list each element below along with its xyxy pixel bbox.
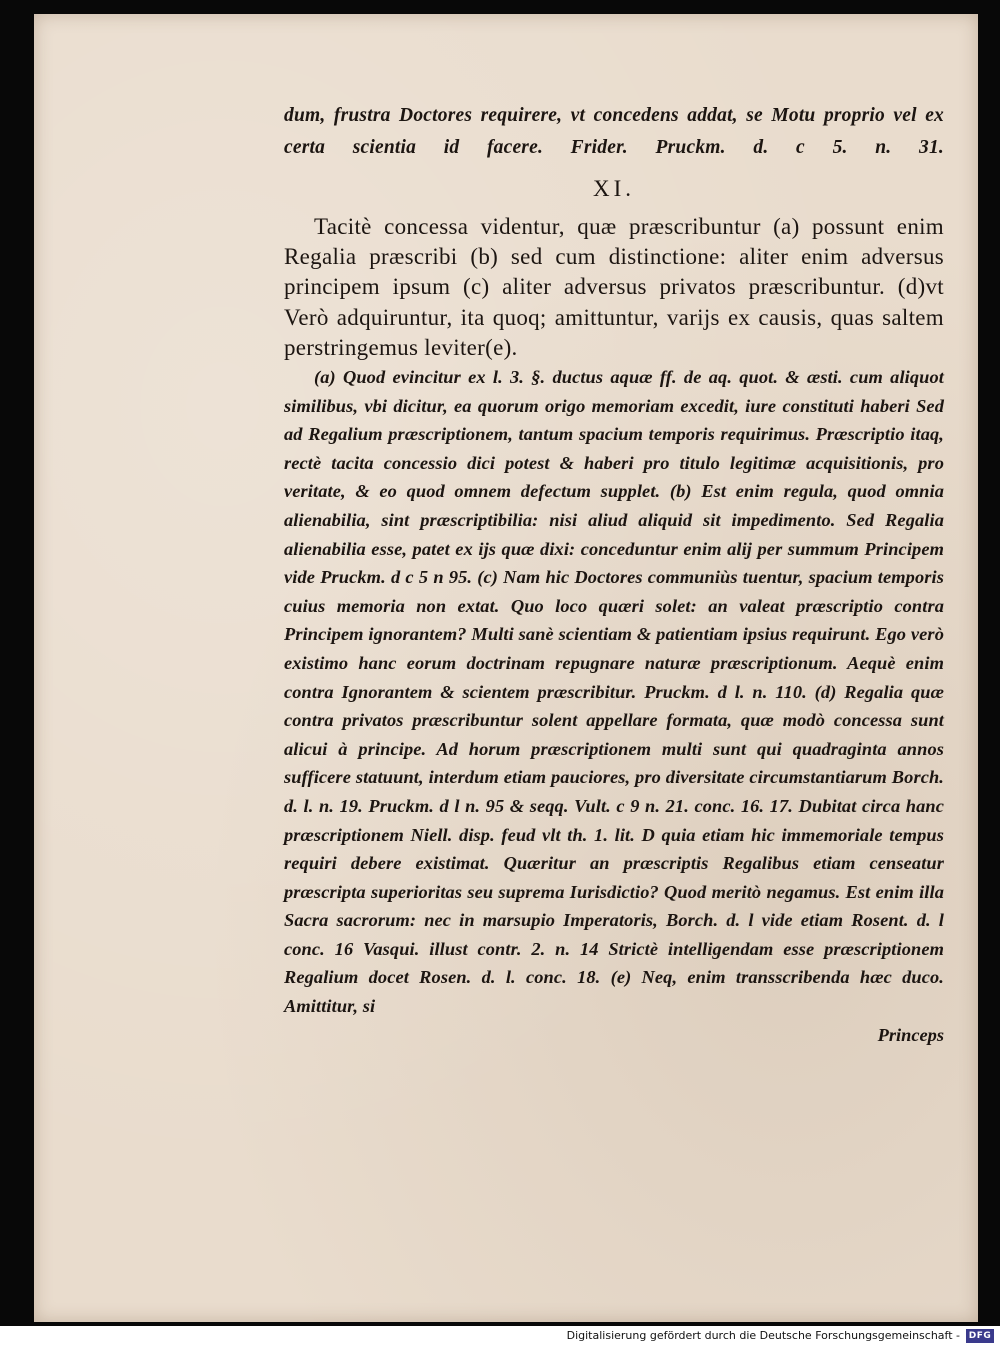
text-block	[284, 100, 944, 1049]
dfg-logo: DFG	[966, 1329, 994, 1343]
document-page	[34, 14, 978, 1322]
footnotes: (a) Quod evincitur ex l. 3. §. ductus aquæ ff. de aq. quot. & æsti. cum aliquot similibus, vbi dicitur, ea quorum origo memoriam excedit, iure constituti haberi Sed ad Regalium præscriptionem, tantum spacium temporis requirimus. Præscriptio itaq, rectè tacita concessio dici potest & haberi pro titulo legitimæ acquisitionis, pro veritate, & eo quod omnem defectum supplet. (b) Est enim regula, quod omnia alienabilia, sint præscriptibilia: nisi aliud aliquid sit impedimento. Sed Regalia alienabilia esse, patet ex ijs quæ dixi: conceduntur enim alij per summum Principem vide Pruckm. d c 5 n 95. (c) Nam hic Doctores communiùs tuentur, spacium temporis cuius memoria non extat. Quo loco quæri solet: an valeat præscriptio contra Principem ignorantem? Multi sanè scientiam & patientiam ipsius requirunt. Ego verò existimo hanc eorum doctrinam repugnare naturæ præscriptionum. Aequè enim contra Ignorantem & scientem præscribitur. Pruckm. d l. n. 110. (d) Regalia quæ contra privatos præscribuntur solent appellare formata, quæ modò concessa sunt alicui à principe. Ad horum præscriptionem multi sunt qui quadraginta annos sufficere statuunt, interdum etiam pauciores, pro diversitate circumstantiarum Borch. d. l. n. 19. Pruckm. d l n. 95 & seqq. Vult. c 9 n. 21. conc. 16. 17. Dubitat circa hanc præscriptionem Niell. disp. feud vlt th. 1. lit. D quia etiam hic immemoriale tempus requiri debere existimat. Quæritur an præscriptis Regalibus etiam censeatur præscripta superioritas seu suprema Iurisdictio? Quod meritò negamus. Est enim illa Sacra sacrorum: nec in marsupio Imperatoris, Borch. d. l vide etiam Rosent. d. l conc. 16 Vasqui. illust contr. 2. n. 14 Strictè intelligendam esse præscriptionem Regalium docet Rosen. d. l. conc. 18. (e) Neq, enim transscribenda hæc duco. Amittitur, si	[284, 367, 944, 1017]
continuation-text: dum, frustra Doctores requirere, vt concedens addat, se Motu proprio vel ex certa scientia id facere. Frider. Pruckm. d. c 5. n. 31.	[284, 105, 944, 158]
main-paragraph: Tacitè concessa videntur, quæ præscribuntur (a) possunt enim Regalia præscribi (b) sed cum distinctione: aliter enim adversus principem ipsum (c) aliter adversus privatos præscribuntur. (d)vt Verò adquiruntur, ita quoq; amittuntur, varijs ex causis, quas saltem perstringemus leviter(e).	[284, 214, 944, 360]
section-heading: XI.	[592, 176, 636, 201]
digitization-credit: Digitalisierung gefördert durch die Deutsche Forschungsgemeinschaft -	[566, 1329, 960, 1342]
footer-bar	[0, 1326, 1000, 1347]
catchword: Princeps	[877, 1024, 944, 1045]
